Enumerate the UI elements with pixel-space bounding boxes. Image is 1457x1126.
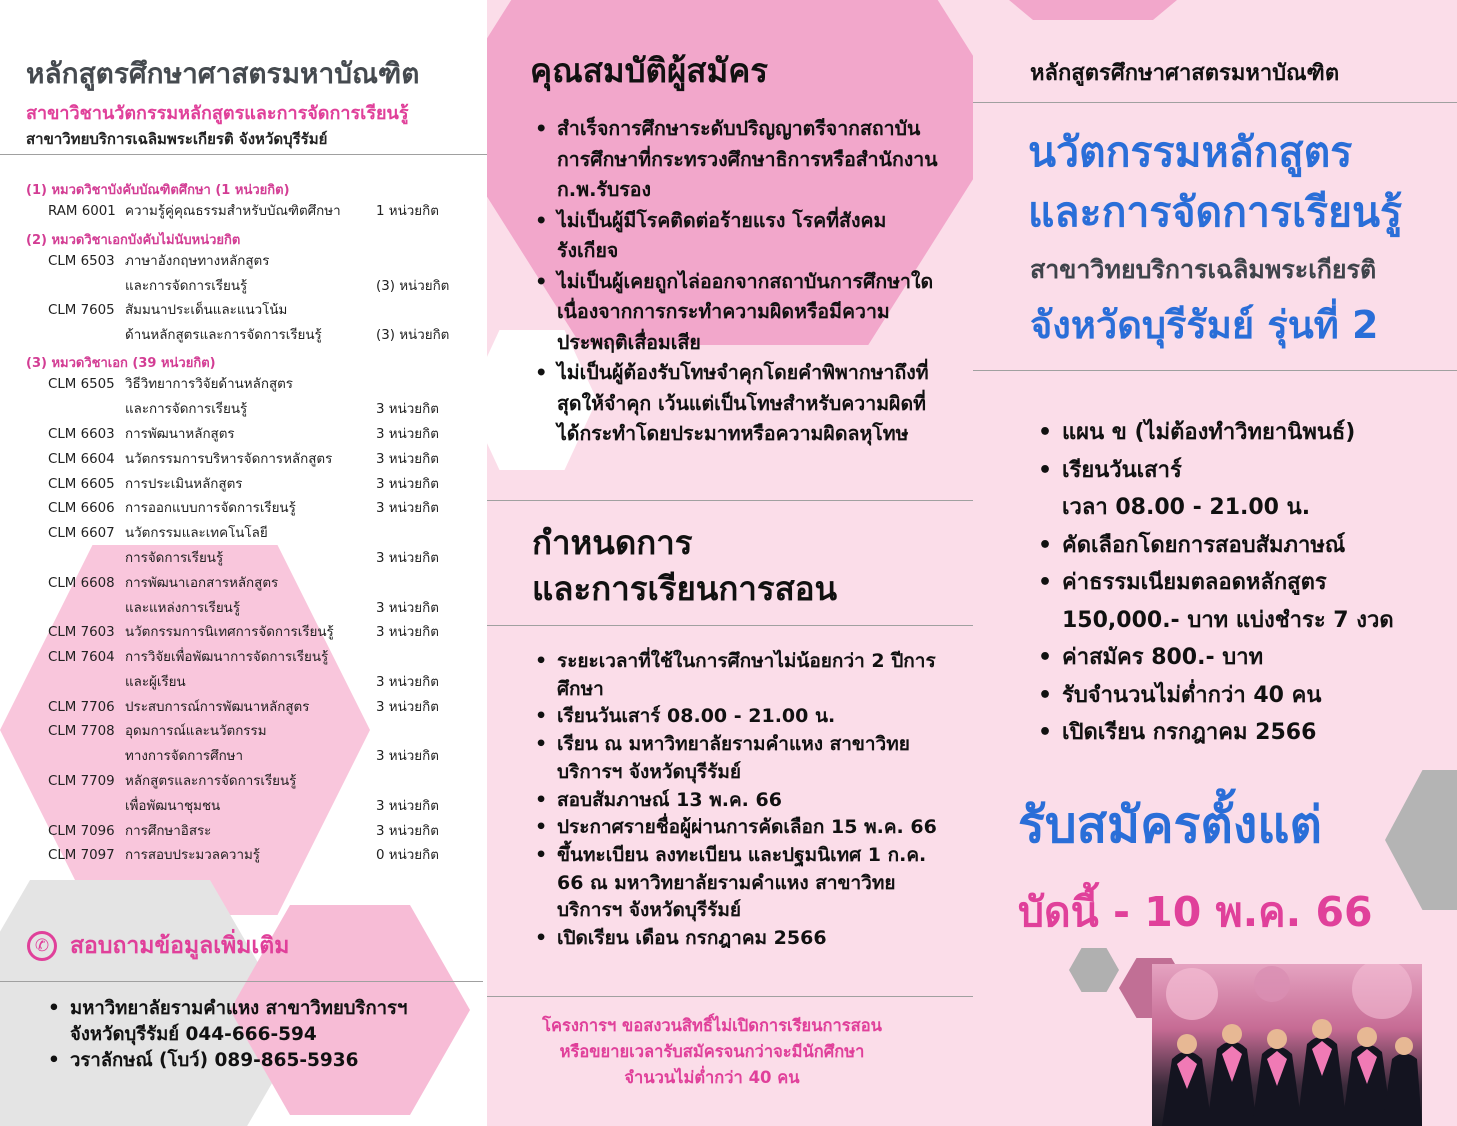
graduation-photo-graphic [1152,964,1422,1126]
course-name: ภาษาอังกฤษทางหลักสูตร [125,254,270,269]
course-code: CLM 6604 [48,452,115,467]
course-credit: (3) หน่วยกิต [376,327,450,343]
branch-name: สาขาวิทยบริการเฉลิมพระเกียรติ [1030,255,1377,284]
divider [0,981,483,982]
course-credit: 3 หน่วยกิต [376,501,439,516]
course-name: สัมมนาประเด็นและแนวโน้ม [125,303,288,318]
course-code: CLM 7605 [48,303,115,318]
course-code: CLM 6606 [48,501,115,516]
course-credit: 3 หน่วยกิต [376,477,439,492]
decorative-hexagon [1385,770,1457,910]
course-credit: 3 หน่วยกิต [376,748,439,764]
phone-icon: ✆ [27,931,57,961]
course-name: การพัฒนาหลักสูตร [125,427,235,442]
detail-item-cont: 150,000.- บาท แบ่งชำระ 7 งวด [1062,607,1394,633]
divider [973,370,1457,371]
schedule-item: • เรียน ณ มหาวิทยาลัยรามคำแหง สาขาวิทยบริการฯ จังหวัดบุรีรัมย์ [533,731,943,786]
schedule-item: • เปิดเรียน เดือน กรกฎาคม 2566 [533,925,943,953]
course-category: (1) หมวดวิชาบังคับบัณฑิตศึกษา (1 หน่วยกิต) [26,183,290,198]
course-name-cont: เพื่อพัฒนาชุมชน [125,798,221,814]
qualifications-title: คุณสมบัติผู้สมัคร [530,51,768,90]
detail-item: • ค่าสมัคร 800.- บาท [1036,639,1436,677]
divider [0,154,487,155]
course-name-cont: การจัดการเรียนรู้ [125,550,224,566]
program-name-line: และการจัดการเรียนรู้ [1028,188,1403,236]
branch-name: สาขาวิทยบริการเฉลิมพระเกียรติ จังหวัดบุรีรัมย์ [26,130,328,148]
apply-deadline: บัดนี้ - 10 พ.ค. 66 [1018,888,1373,936]
course-credit: 3 หน่วยกิต [376,824,439,839]
course-credit: 0 หน่วยกิต [376,848,439,863]
schedule-item: • ขึ้นทะเบียน ลงทะเบียน และปฐมนิเทศ 1 ก.ค. 66 ณ มหาวิทยาลัยรามคำแหง สาขาวิทยบริการฯ จังหวัดบุรีรัมย์ [533,842,943,925]
course-name: การพัฒนาเอกสารหลักสูตร [125,576,279,591]
course-category: (3) หมวดวิชาเอก (39 หน่วยกิต) [26,356,216,371]
schedule-item: • เรียนวันเสาร์ 08.00 - 21.00 น. [533,703,943,731]
course-code: CLM 7708 [48,724,115,739]
detail-item: • คัดเลือกโดยการสอบสัมภาษณ์ [1036,527,1436,565]
course-credit: 3 หน่วยกิต [376,798,439,814]
note-line: จำนวนไม่ต่ำกว่า 40 คน [624,1068,800,1087]
schedule-item: • สอบสัมภาษณ์ 13 พ.ค. 66 [533,787,943,815]
course-code: CLM 6607 [48,526,115,541]
course-name: นวัตกรรมการนิเทศการจัดการเรียนรู้ [125,625,334,640]
course-name-cont: ด้านหลักสูตรและการจัดการเรียนรู้ [125,327,322,343]
course-name: ประสบการณ์การพัฒนาหลักสูตร [125,700,310,715]
course-credit: 3 หน่วยกิต [376,427,439,442]
apply-heading: รับสมัครตั้งแต่ [1018,796,1322,854]
qualifications-list [533,114,943,450]
course-name-cont: และผู้เรียน [125,674,186,690]
course-name-cont: และการจัดการเรียนรู้ [125,278,248,294]
course-name: อุดมการณ์และนวัตกรรม [125,724,267,739]
qualification-item: • ไม่เป็นผู้เคยถูกไล่ออกจากสถาบันการศึกษาใดเนื่องจากการกระทำความผิดหรือมีความประพฤติเสื่อมเสีย [533,267,943,359]
course-credit: 3 หน่วยกิต [376,625,439,640]
right-title: หลักสูตรศึกษาศาสตรมหาบัณฑิต [1030,61,1340,86]
course-category: (2) หมวดวิชาเอกบังคับไม่นับหน่วยกิต [26,233,241,248]
course-name-cont: ทางการจัดการศึกษา [125,748,244,764]
qualification-item: • สำเร็จการศึกษาระดับปริญญาตรีจากสถาบันการศึกษาที่กระทรวงศึกษาธิการหรือสำนักงาน ก.พ.รับรอง [533,114,943,206]
course-name: นวัตกรรมการบริหารจัดการหลักสูตร [125,452,333,467]
schedule-title-line: กำหนดการ [532,523,693,562]
course-code: CLM 7706 [48,700,115,715]
course-name: การสอบประมวลความรู้ [125,848,260,863]
program-name [1028,122,1402,242]
disclaimer-note [497,1013,927,1091]
schedule-list [533,648,943,953]
schedule-title-line: และการเรียนการสอน [532,569,838,608]
course-code: CLM 7097 [48,848,115,863]
course-code: RAM 6001 [48,204,116,219]
schedule-title [532,520,952,612]
divider [487,625,973,626]
course-name: การวิจัยเพื่อพัฒนาการจัดการเรียนรู้ [125,650,329,665]
course-name: วิธีวิทยาการวิจัยด้านหลักสูตร [125,377,294,392]
detail-item: • ค่าธรรมเนียมตลอดหลักสูตร [1036,564,1436,602]
detail-item: • แผน ข (ไม่ต้องทำวิทยานิพนธ์) [1036,414,1436,452]
course-code: CLM 6505 [48,377,115,392]
note-line: หรือขยายเวลารับสมัครจนกว่าจะมีนักศึกษา [559,1042,865,1061]
course-code: CLM 6603 [48,427,115,442]
divider [487,996,973,997]
course-code: CLM 6608 [48,576,115,591]
course-credit: (3) หน่วยกิต [376,278,450,294]
contact-title: สอบถามข้อมูลเพิ่มเติม [70,933,290,959]
course-code: CLM 7709 [48,774,115,789]
note-line: โครงการฯ ขอสงวนสิทธิ์ไม่เปิดการเรียนการสอน [542,1016,882,1035]
divider [487,500,973,501]
contact-item: • วราลักษณ์ (โบว์) 089-865-5936 [46,1048,466,1074]
course-code: CLM 6605 [48,477,115,492]
program-details [1036,414,1436,752]
detail-item: • เปิดเรียน กรกฎาคม 2566 [1036,714,1436,752]
course-name: นวัตกรรมและเทคโนโลยี [125,526,268,541]
qualification-item: • ไม่เป็นผู้ต้องรับโทษจำคุกโดยคำพิพากษาถึงที่สุดให้จำคุก เว้นแต่เป็นโทษสำหรับความผิดที่ได้กระทำโดยประมาทหรือความผิดลหุโทษ [533,358,943,450]
contact-list [46,996,466,1074]
province-cohort: จังหวัดบุรีรัมย์ รุ่นที่ 2 [1030,303,1379,347]
graduation-photo [1152,964,1422,1126]
course-credit: 3 หน่วยกิต [376,700,439,715]
course-code: CLM 6503 [48,254,115,269]
course-code: CLM 7604 [48,650,115,665]
detail-item: • เรียนวันเสาร์ [1036,452,1436,490]
course-credit: 3 หน่วยกิต [376,674,439,690]
course-name: การศึกษาอิสระ [125,824,212,839]
course-credit: 3 หน่วยกิต [376,600,439,616]
course-name-cont: และการจัดการเรียนรู้ [125,401,248,417]
schedule-item: • ประกาศรายชื่อผู้ผ่านการคัดเลือก 15 พ.ค. 66 [533,814,943,842]
course-name: การออกแบบการจัดการเรียนรู้ [125,501,296,516]
course-name: การประเมินหลักสูตร [125,477,243,492]
decorative-hexagon [1069,948,1119,992]
divider [973,102,1457,103]
course-credit: 3 หน่วยกิต [376,401,439,417]
contact-item: • มหาวิทยาลัยรามคำแหง สาขาวิทยบริการฯ จังหวัดบุรีรัมย์ 044-666-594 [46,996,466,1048]
qualification-item: • ไม่เป็นผู้มีโรคติดต่อร้ายแรง โรคที่สังคมรังเกียจ [533,206,943,267]
schedule-item: • ระยะเวลาที่ใช้ในการศึกษาไม่น้อยกว่า 2 ปีการศึกษา [533,648,943,703]
major-name: สาขาวิชานวัตกรรมหลักสูตรและการจัดการเรียนรู้ [26,103,409,124]
course-credit: 3 หน่วยกิต [376,452,439,467]
detail-item: • รับจำนวนไม่ต่ำกว่า 40 คน [1036,677,1436,715]
course-credit: 1 หน่วยกิต [376,204,439,219]
course-credit: 3 หน่วยกิต [376,550,439,566]
course-name: หลักสูตรและการจัดการเรียนรู้ [125,774,297,789]
detail-item-cont: เวลา 08.00 - 21.00 น. [1062,495,1311,520]
course-code: CLM 7096 [48,824,115,839]
course-name-cont: และแหล่งการเรียนรู้ [125,600,241,616]
left-title: หลักสูตรศึกษาศาสตรมหาบัณฑิต [26,57,420,90]
course-name: ความรู้คู่คุณธรรมสำหรับบัณฑิตศึกษา [125,204,341,219]
program-name-line: นวัตกรรมหลักสูตร [1028,128,1353,176]
course-code: CLM 7603 [48,625,115,640]
